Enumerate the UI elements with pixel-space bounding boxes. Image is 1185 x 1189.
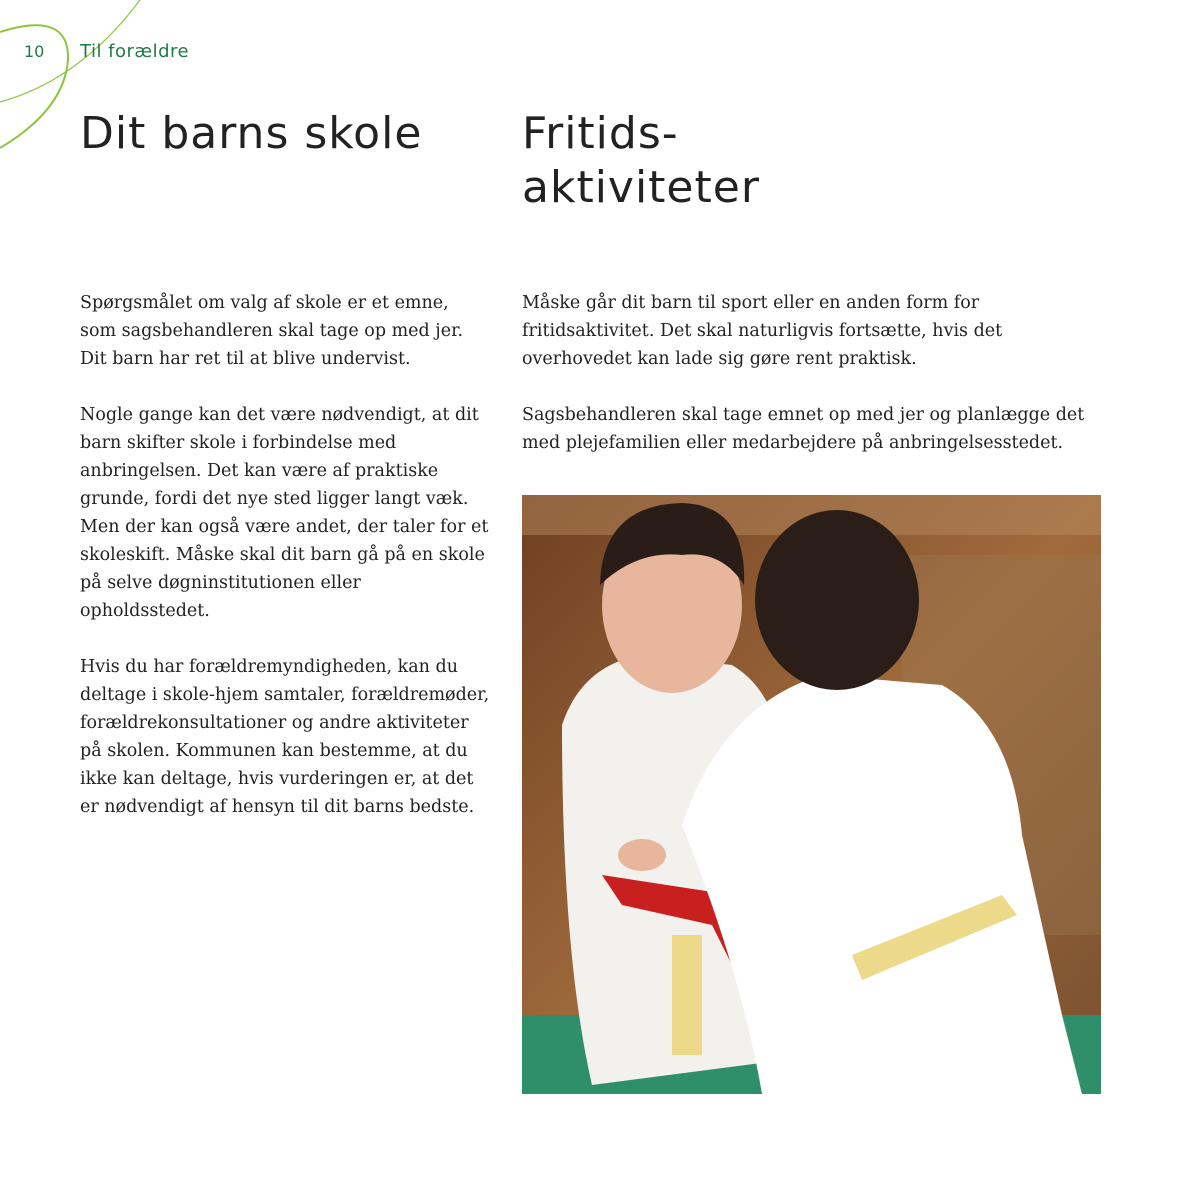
heading-leisure-line1: Fritids- — [522, 108, 679, 159]
judo-photo — [522, 495, 1101, 1094]
judo-photo-illustration — [522, 495, 1101, 1094]
page-number: 10 — [24, 42, 45, 61]
leisure-text-column — [522, 289, 1107, 485]
school-text-column — [80, 289, 490, 849]
leisure-paragraph-1: Måske går dit barn til sport eller en anden form for fritidsaktivitet. Det skal naturligvis fortsætte, hvis det overhovedet kan lade sig gøre rent praktisk. — [522, 293, 1003, 369]
heading-leisure — [522, 107, 942, 215]
school-paragraph-2: Nogle gange kan det være nødvendigt, at dit barn skifter skole i forbindelse med anbringelsen. Det kan være af praktiske grunde, fordi det nye sted ligger langt væk. Men der kan også være andet, der taler for et skoleskift. Måske skal dit barn gå på en skole på selve døgninstitutionen eller opholdsstedet. — [80, 405, 489, 621]
section-label: Til forældre — [80, 41, 190, 62]
leisure-paragraph-2: Sagsbehandleren skal tage emnet op med jer og planlægge det med plejefamilien eller medarbejdere på anbringelsesstedet. — [522, 405, 1085, 453]
heading-school: Dit barns skole — [80, 108, 423, 159]
school-paragraph-1: Spørgsmålet om valg af skole er et emne, som sagsbehandleren skal tage op med jer. Dit barn har ret til at blive undervist. — [80, 293, 464, 369]
school-paragraph-3: Hvis du har forældremyndigheden, kan du deltage i skole-hjem samtaler, forældremøder, forældrekonsultationer og andre aktiviteter på skolen. Kommunen kan bestemme, at du ikke kan deltage, hvis vurderingen er, at det er nødvendigt af hensyn til dit barns bedste. — [80, 657, 490, 817]
heading-leisure-line2: aktiviteter — [522, 162, 760, 213]
